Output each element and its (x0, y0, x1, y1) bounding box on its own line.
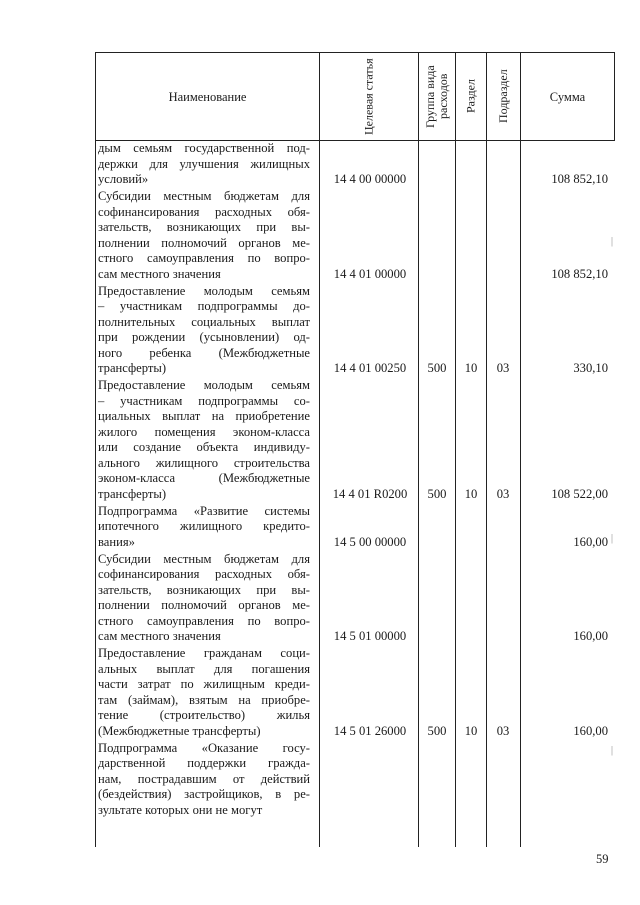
row-name-line: Предоставление гражданам соци- (98, 646, 310, 660)
row-name-line: стного самоуправления по вопро- (98, 613, 310, 628)
row-name-line: сам местного значения (98, 266, 221, 281)
row-subsection: 03 (496, 723, 510, 738)
row-name-line: Подпрограмма «Развитие системы (98, 503, 310, 518)
row-name-line: тение (строительство) жилья (98, 708, 310, 722)
row-name-line: софинансирования расходных обя- (98, 204, 310, 219)
row-name-line: Предоставление молодым семьям (98, 283, 310, 298)
row-target-code: 14 4 01 00000 (333, 266, 407, 281)
row-name-line: полнении полномочий органов ме- (98, 235, 310, 250)
header-name: Наименование (168, 90, 247, 104)
row-target-code: 14 5 01 00000 (333, 629, 407, 643)
row-name-line: трансферты) (98, 361, 167, 375)
row-name-line: жилого помещения эконом-класса (98, 424, 310, 439)
row-name-line: части затрат по жилищным креди- (98, 677, 310, 691)
row-name-line: нам, пострадавшим от действий (98, 771, 310, 786)
row-name-line: там (займам), взятым на приобре- (98, 692, 310, 707)
row-section: 10 (464, 486, 478, 501)
row-name-line: при рождении (усыновлении) од- (98, 330, 310, 344)
col-divider-code (319, 52, 320, 847)
row-name-line: зательств, возникающих при вы- (98, 220, 310, 234)
table-left-border (95, 52, 96, 847)
row-target-code: 14 5 00 00000 (333, 534, 407, 549)
row-name-line: дарственной поддержки гражда- (98, 756, 310, 770)
row-name-line: полнении полномочий органов ме- (98, 598, 310, 612)
page-number: 59 (596, 852, 609, 866)
header-sum: Сумма (549, 90, 586, 104)
row-name-line: или создание объекта индивиду- (98, 440, 310, 454)
row-name-line: зательств, возникающих при вы- (98, 582, 310, 597)
row-expense-group: 500 (427, 361, 447, 375)
row-target-code: 14 4 00 00000 (333, 172, 407, 186)
row-name-line: Подпрограмма «Оказание госу- (98, 740, 310, 755)
row-section: 10 (464, 361, 478, 375)
row-name-line: ального жилищного строительства (98, 455, 310, 470)
row-sum: 160,00 (573, 629, 608, 643)
table-right-border (614, 52, 615, 140)
row-section: 10 (464, 723, 478, 738)
row-name-cell (98, 378, 310, 502)
row-name-line: (бездействия) застройщиков, в ре- (98, 787, 310, 801)
header-expense-group: Группа вида расходов (423, 65, 450, 128)
row-name-line: – участникам подпрограммы со- (98, 393, 310, 408)
row-name-line: трансферты) (98, 486, 167, 501)
row-name-line: стного самоуправления по вопро- (98, 251, 310, 265)
row-sum: 160,00 (573, 723, 608, 738)
header-section: Раздел (463, 79, 478, 114)
row-target-code: 14 4 01 R0200 (332, 486, 408, 501)
header-subsection: Подраздел (496, 69, 510, 124)
row-expense-group: 500 (427, 723, 447, 738)
row-name-line: условий» (98, 172, 149, 186)
row-name-line: софинансирования расходных обя- (98, 567, 310, 581)
scan-mark: | (611, 533, 614, 544)
row-subsection: 03 (496, 361, 510, 375)
row-subsection: 03 (496, 486, 510, 501)
row-name-cell (98, 646, 310, 739)
header-target-article: Целевая статья (361, 58, 376, 135)
row-name-cell (98, 504, 310, 551)
row-name-line: эконом-класса (Межбюджетные (98, 471, 310, 485)
row-expense-group: 500 (427, 486, 447, 501)
row-name-cell (98, 284, 310, 377)
row-name-line: Предоставление молодым семьям (98, 378, 310, 392)
row-name-line: ного ребенка (Межбюджетные (98, 345, 310, 360)
row-name-line: циальных выплат на приобретение (98, 409, 310, 423)
row-name-line: альных выплат для погашения (98, 661, 310, 676)
row-sum: 160,00 (573, 534, 608, 549)
row-target-code: 14 5 01 26000 (333, 723, 407, 738)
row-name-line: сам местного значения (98, 629, 221, 643)
row-name-cell (98, 189, 310, 282)
row-name-cell (98, 741, 310, 819)
row-target-code: 14 4 01 00250 (333, 361, 407, 375)
row-name-line: Субсидии местным бюджетам для (98, 551, 310, 566)
scan-mark: | (611, 745, 614, 756)
row-sum: 108 852,10 (551, 266, 608, 281)
row-name-line: – участникам подпрограммы до- (98, 299, 310, 313)
row-name-cell (98, 552, 310, 645)
row-name-cell (98, 141, 310, 188)
row-sum: 108 522,00 (551, 486, 608, 501)
row-name-line: (Межбюджетные трансферты) (98, 723, 261, 738)
row-name-line: дым семьям государственной под- (98, 141, 310, 155)
row-sum: 330,10 (573, 361, 608, 375)
row-name-line: ипотечного жилищного кредито- (98, 519, 310, 533)
row-name-line: держки для улучшения жилищных (98, 156, 310, 171)
row-name-line: полнительных социальных выплат (98, 314, 310, 329)
scan-mark: | (611, 236, 614, 247)
row-name-line: вания» (98, 534, 135, 549)
row-sum: 108 852,10 (551, 172, 608, 186)
row-name-line: зультате которых они не могут (98, 802, 263, 817)
row-name-line: Субсидии местным бюджетам для (98, 189, 310, 203)
